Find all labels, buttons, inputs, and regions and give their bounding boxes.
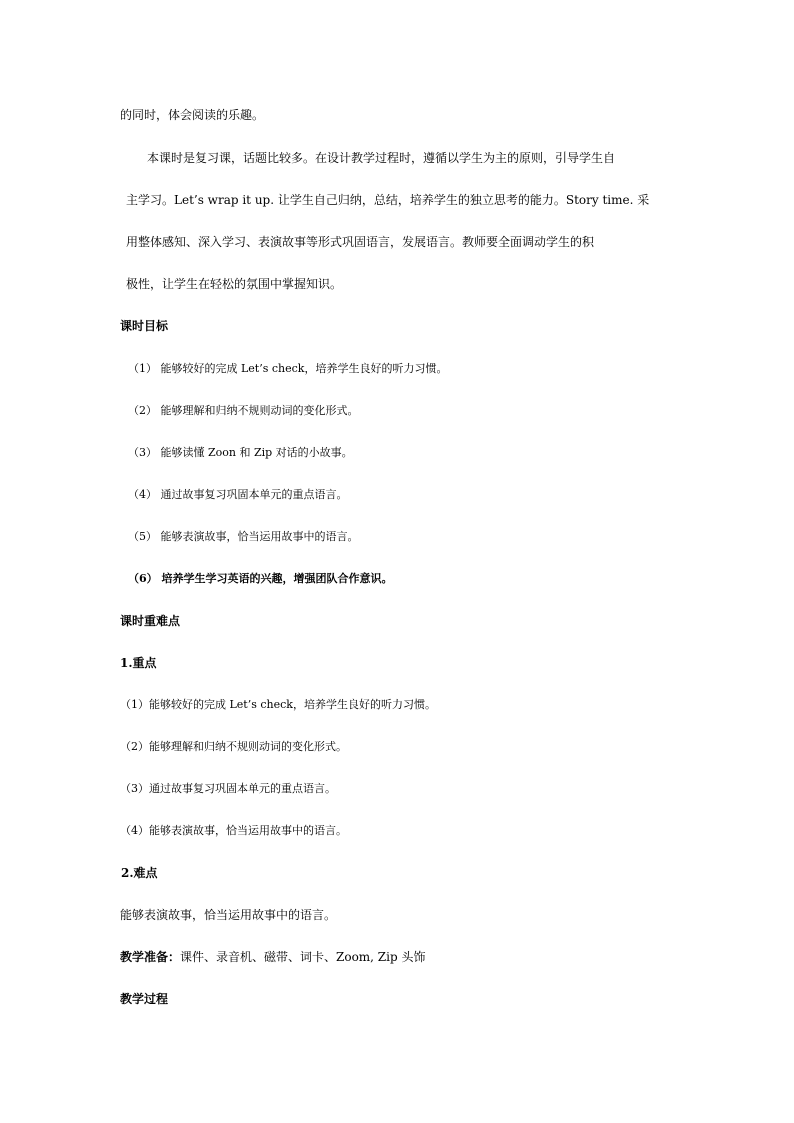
objective-item-5: （5） 能够表演故事，恰当运用故事中的语言。 (128, 530, 359, 543)
keypoints-heading: 课时重难点 (120, 614, 181, 628)
intro-line-4: 极性，让学生在轻松的氛围中掌握知识。 (126, 277, 343, 291)
keypoint-item-4: （4）能够表演故事，恰当运用故事中的语言。 (120, 824, 347, 837)
keypoint-item-2: （2）能够理解和归纳不规则动词的变化形式。 (120, 740, 347, 753)
objective-item-6: （6） 培养学生学习英语的兴趣，增强团队合作意识。 (128, 572, 393, 585)
intro-line-1: 本课时是复习课，话题比较多。在设计教学过程时，遵循以学生为主的原则，引导学生自 (147, 151, 616, 165)
intro-line-0: 的同时，体会阅读的乐趣。 (120, 108, 265, 122)
difficulty-text: 能够表演故事，恰当运用故事中的语言。 (120, 908, 337, 922)
prep-label: 教学准备： (120, 950, 181, 964)
keypoints-sub-1: 1.重点 (120, 656, 157, 670)
keypoints-sub-2: 2.难点 (121, 866, 158, 880)
objective-item-4: （4） 通过故事复习巩固本单元的重点语言。 (128, 488, 348, 501)
prep-text: 课件、录音机、磁带、词卡、Zoom, Zip 头饰 (180, 950, 426, 964)
objective-item-3: （3） 能够读懂 Zoon 和 Zip 对话的小故事。 (128, 446, 353, 459)
prep-line (120, 949, 425, 965)
keypoint-item-1: （1）能够较好的完成 Let’s check，培养学生良好的听力习惯。 (120, 698, 436, 711)
objective-item-2: （2） 能够理解和归纳不规则动词的变化形式。 (128, 404, 359, 417)
intro-line-3: 用整体感知、深入学习、表演故事等形式巩固语言，发展语言。教师要全面调动学生的积 (126, 235, 595, 249)
objective-item-1: （1） 能够较好的完成 Let’s check，培养学生良好的听力习惯。 (128, 362, 448, 375)
keypoint-item-3: （3）通过故事复习巩固本单元的重点语言。 (120, 782, 336, 795)
objectives-heading: 课时目标 (120, 319, 169, 333)
intro-line-2: 主学习。Let’s wrap it up. 让学生自己归纳，总结，培养学生的独立思考的能力。Story time. 采 (126, 193, 650, 207)
process-heading: 教学过程 (120, 992, 169, 1006)
